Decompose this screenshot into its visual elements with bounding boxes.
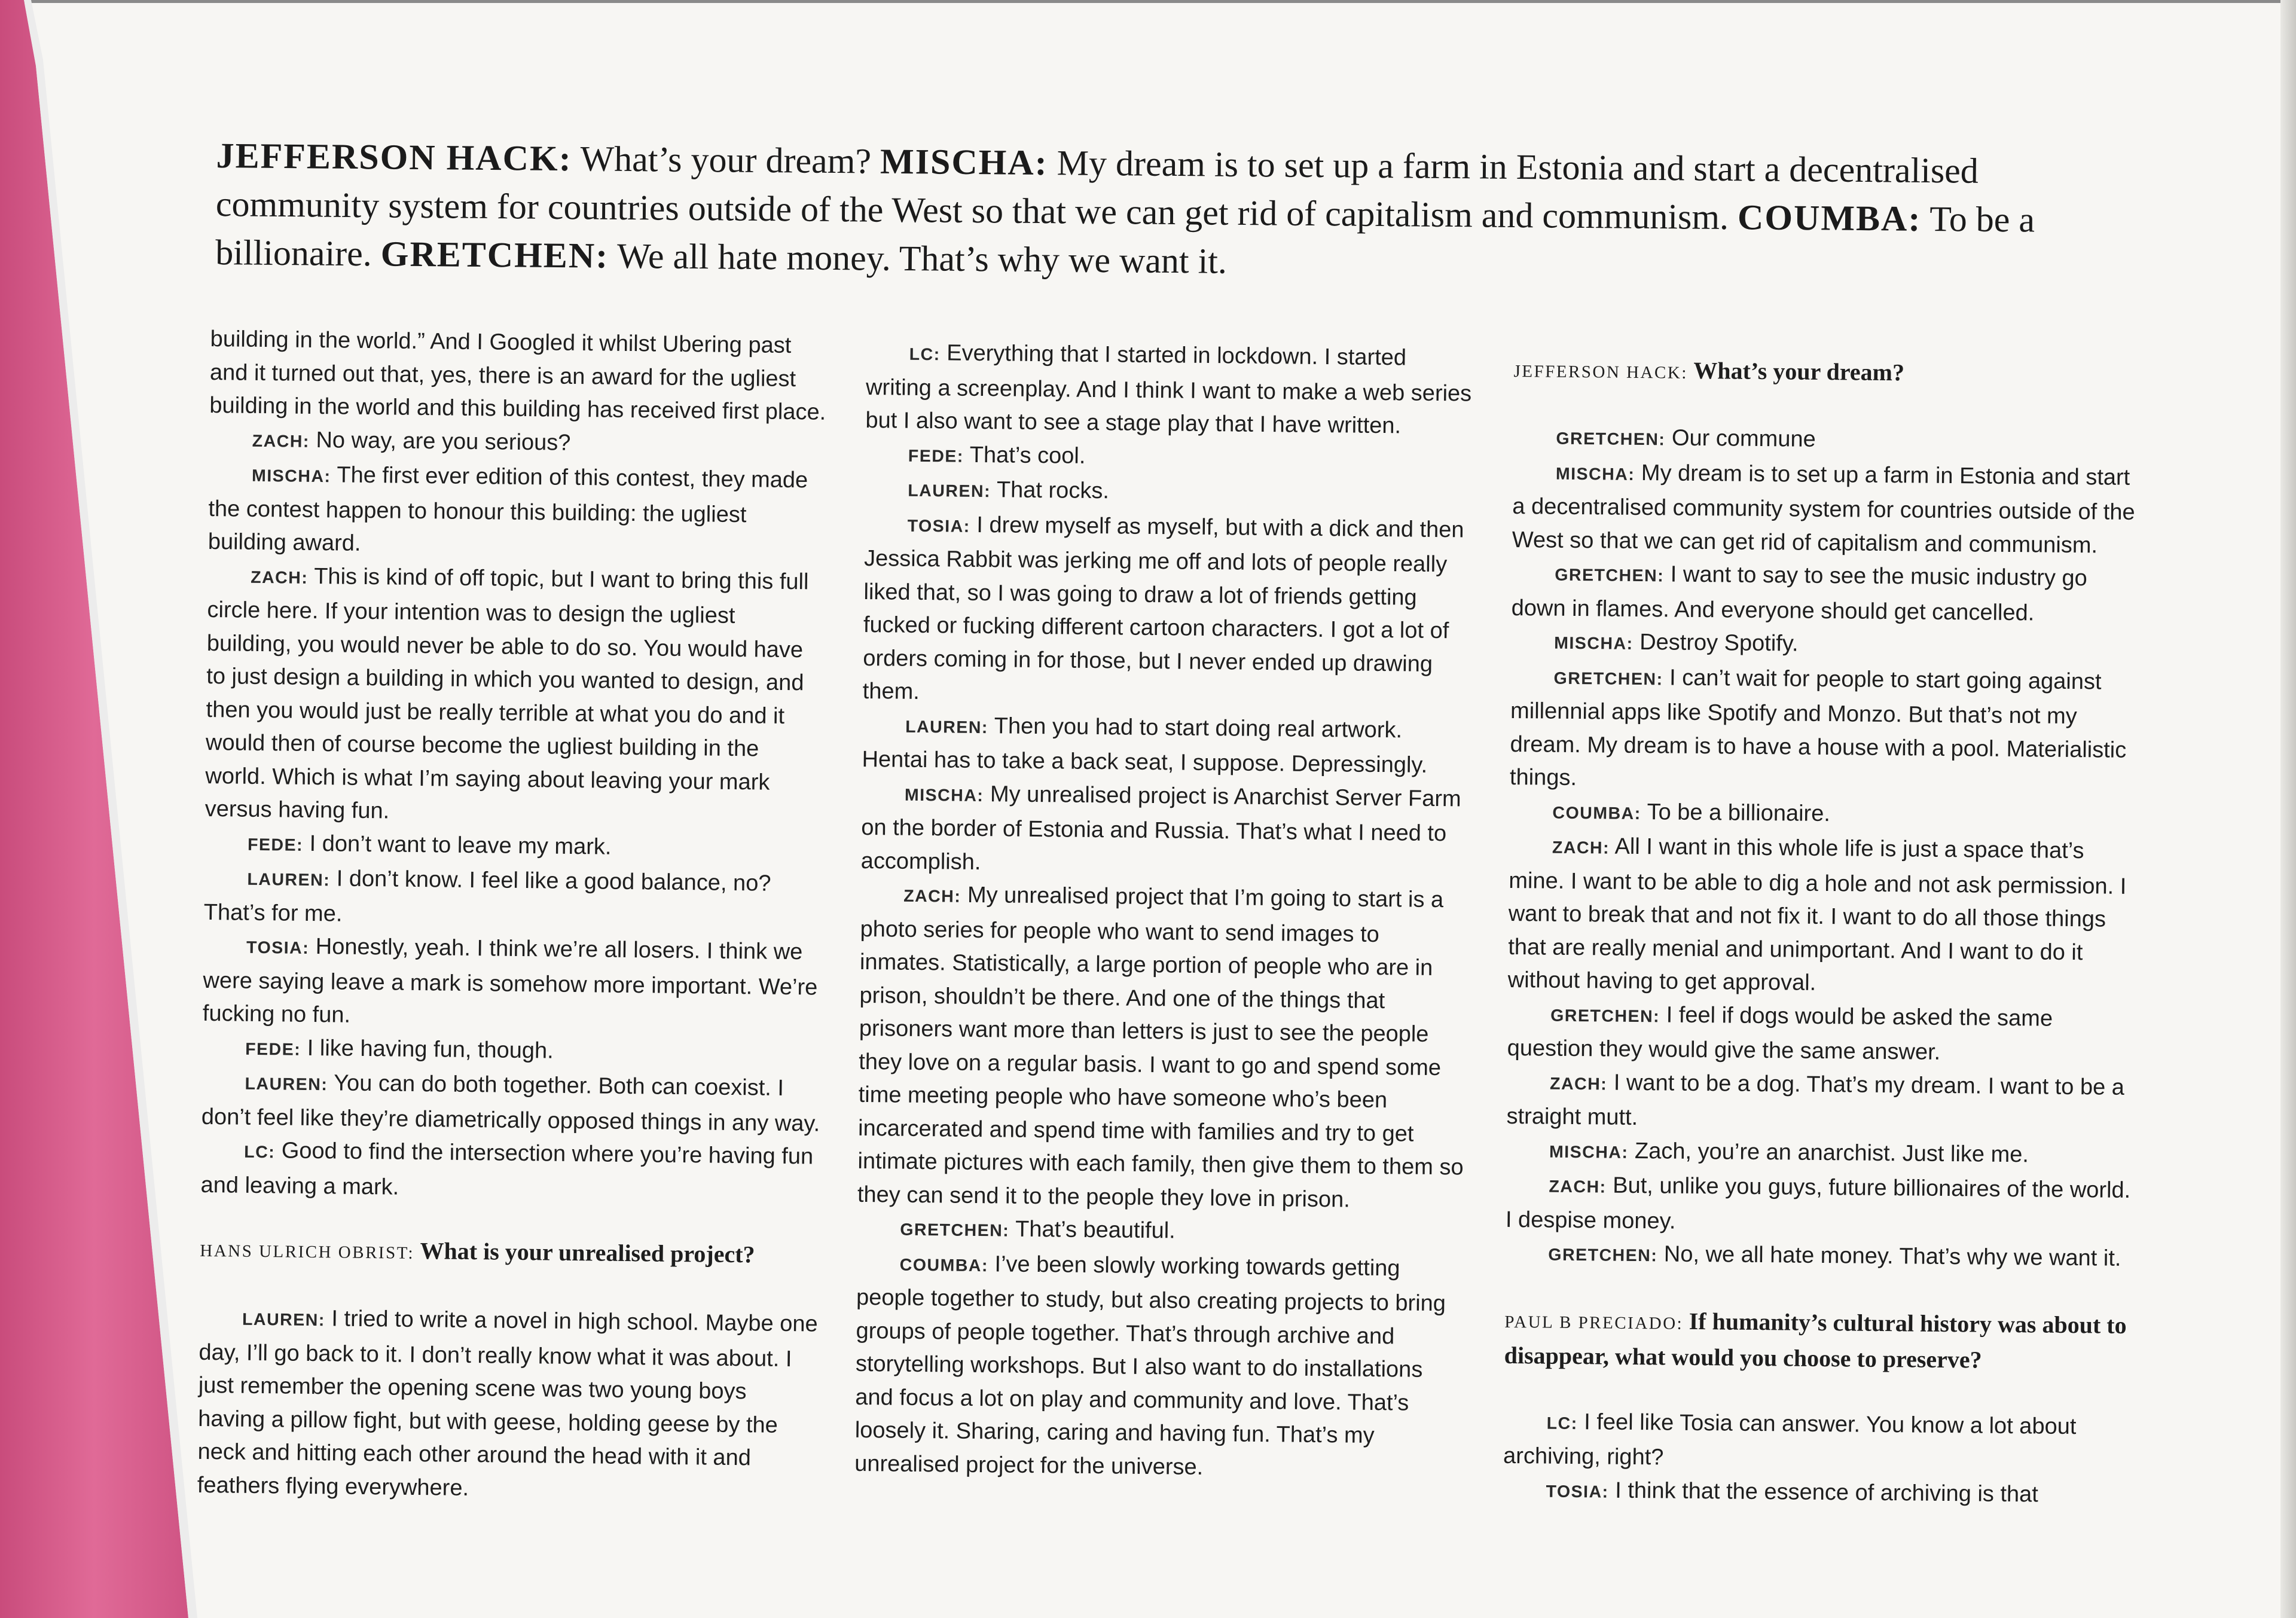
dialogue-turn	[204, 558, 826, 833]
dialogue-turn	[862, 507, 1474, 715]
turn-text: That rocks.	[996, 477, 1110, 504]
speaker-label: GRETCHEN:	[900, 1220, 1010, 1241]
pull-quote	[215, 132, 2118, 294]
pink-ribbon	[0, 0, 197, 1618]
turn-text: Everything that I started in lockdown. I started writing a screenplay. And I think I want to make a web series but I also want to see a stage play that I have written.	[865, 340, 1472, 439]
speaker-label: LC:	[909, 344, 941, 365]
speaker-label: GRETCHEN:	[1550, 1006, 1660, 1026]
dialogue-turn	[1506, 1168, 2134, 1242]
speaker-label: ZACH:	[252, 431, 310, 451]
turn-text: I can’t wait for people to start going against millennial apps like Spotify and Monzo. But that’s not my dream. My dream is to have a house with a pool. Materialistic things.	[1509, 665, 2127, 791]
speaker-label: LC:	[244, 1142, 276, 1162]
page-edge	[2280, 0, 2296, 1618]
dialogue-turn	[1503, 1405, 2132, 1479]
speaker-label: ZACH:	[1549, 1074, 1608, 1094]
dialogue-turn	[1505, 1237, 2133, 1278]
question-text: What is your unrealised project?	[420, 1237, 755, 1268]
turn-text: This is kind of off topic, but I want to bring this full circle here. If your intention was to design the ugliest building, you would never be able to do so. You would have to just design a building in which you wanted to design, and then you would just be really terrible at what you do and it would then of course become the ugliest building in the world. Which is what I’m saying about leaving your mark versus having fun.	[204, 563, 809, 824]
pq-speaker: MISCHA:	[880, 141, 1048, 183]
dialogue-turn	[1511, 625, 2139, 666]
turn-text: Zach, you’re an anarchist. Just like me.	[1634, 1138, 2029, 1167]
turn-text: Honestly, yeah. I think we’re all losers. I think we were saying leave a mark is somehow more important. We’re fucking no fun.	[202, 934, 818, 1028]
dialogue-turn	[862, 708, 1472, 783]
turn-text: My dream is to set up a farm in Estonia and start a decentralised community system for countries outside of the West so that we can get rid of capitalism and communism.	[1512, 460, 2135, 558]
column-3	[1503, 344, 2142, 1514]
question-text: What’s your dream?	[1693, 356, 1905, 386]
speaker-label: ZACH:	[1552, 838, 1610, 858]
top-border	[0, 0, 2296, 3]
speaker-label: GRETCHEN:	[1555, 565, 1665, 586]
turn-text: Good to find the intersection where you’re having fun and leaving a mark.	[200, 1138, 814, 1200]
dialogue-turn	[861, 776, 1472, 884]
turn-text: The first ever edition of this contest, they made the contest happen to honour this building: the ugliest building award.	[207, 462, 808, 556]
speaker-label: GRETCHEN:	[1553, 668, 1663, 689]
dialogue-turn	[865, 437, 1476, 478]
paragraph: building in the world.” And I Googled it whilst Ubering past and it turned out that, yes, there is an award for the ugliest building in the world and this building has received first place.	[209, 326, 826, 425]
pq-speaker: JEFFERSON HACK:	[216, 135, 572, 179]
speaker-label: MISCHA:	[1549, 1142, 1629, 1162]
speaker-label: ZACH:	[1549, 1177, 1607, 1197]
interview-question	[200, 1232, 819, 1275]
dialogue-turn	[857, 1211, 1467, 1253]
dialogue-turn	[208, 457, 828, 566]
turn-text: Then you had to start doing real artwork. Hentai has to take a back seat, I suppose. Depressingly.	[862, 713, 1428, 778]
dialogue-turn	[1508, 829, 2138, 1003]
pq-text: We all hate money. That’s why we want it.	[616, 236, 1228, 281]
dialogue-turn	[1509, 794, 2138, 835]
dialogue-turn	[1506, 1065, 2135, 1139]
column-2	[854, 336, 1476, 1487]
speaker-label: LAUREN:	[242, 1309, 326, 1330]
speaker-label: LAUREN:	[905, 717, 989, 737]
interview-question	[1504, 1302, 2132, 1378]
question-speaker: HANS ULRICH OBRIST:	[200, 1241, 415, 1263]
dialogue-turn	[1513, 420, 2141, 462]
dialogue-turn	[203, 861, 823, 936]
dialogue-turn	[1506, 1133, 2135, 1174]
turn-text: Destroy Spotify.	[1639, 630, 1799, 657]
speaker-label: TOSIA:	[1546, 1482, 1609, 1502]
pq-text: My dream is to set up a farm in Estonia and start a decentralised community system for countries outside of the West so that we can get rid of capitalism and communism.	[215, 143, 1979, 237]
question-speaker: PAUL B PRECIADO:	[1504, 1312, 1684, 1333]
turn-text: That’s cool.	[969, 442, 1086, 469]
turn-text: All I want in this whole life is just a space that’s mine. I want to be able to dig a hole and not ask permission. I want to break that and not fix it. I want to do all those things that are really menial and unimportant. And I want to do it without having to get approval.	[1507, 834, 2127, 996]
dialogue-turn	[1512, 455, 2141, 563]
speaker-label: TOSIA:	[246, 938, 310, 958]
question-text: If humanity’s cultural history was about to disappear, what would you choose to preserve?	[1504, 1307, 2127, 1373]
turn-text: I like having fun, though.	[307, 1035, 554, 1064]
turn-text: I don’t know. I feel like a good balance, no? That’s for me.	[203, 866, 771, 927]
speaker-label: COUMBA:	[899, 1255, 989, 1275]
dialogue-turn	[1507, 997, 2135, 1071]
turn-text: No way, are you serious?	[316, 427, 571, 456]
turn-text: I don’t want to leave my mark.	[309, 831, 612, 860]
speaker-label: FEDE:	[908, 446, 964, 466]
turn-text: I’ve been slowly working towards getting people together to study, but also creating projects to bring groups of people together. That’s through archive and storytelling workshops. But I also want to do installations and focus a lot on play and community and love. That’s loosely it. Sharing, caring and having fun. That’s my unrealised project for the universe.	[854, 1251, 1446, 1480]
speaker-label: ZACH:	[903, 886, 961, 906]
pq-text: To be a billionaire.	[215, 199, 2035, 274]
dialogue-turn	[854, 1246, 1467, 1486]
turn-text: I think that the essence of archiving is that	[1615, 1477, 2039, 1507]
speaker-label: GRETCHEN:	[1548, 1245, 1658, 1266]
speaker-label: LAUREN:	[247, 869, 331, 890]
turn-text: I want to say to see the music industry go down in flames. And everyone should get cancelled.	[1511, 561, 2087, 625]
pq-text: What’s your dream?	[580, 139, 872, 181]
turn-text: I tried to write a novel in high school. Maybe one day, I’ll go back to it. I don’t really know what it was about. I just remember the opening scene was two young boys having a pillow fight, but with geese, holding geese by the neck and hitting each other around the head with it and feathers flying everywhere.	[197, 1306, 818, 1501]
turn-text: But, unlike you guys, future billionaires of the world. I despise money.	[1505, 1173, 2131, 1234]
speaker-label: LAUREN:	[908, 481, 991, 502]
turn-text: I want to be a dog. That’s my dream. I want to be a straight mutt.	[1506, 1070, 2125, 1131]
dialogue-turn	[865, 472, 1475, 514]
dialogue-turn	[197, 1301, 819, 1509]
interview-question	[1513, 352, 2142, 394]
dialogue-turn	[857, 878, 1471, 1218]
dialogue-turn	[1511, 557, 2139, 631]
pq-speaker: GRETCHEN:	[380, 234, 609, 276]
turn-text: My unrealised project is Anarchist Server Farm on the border of Estonia and Russia. That’s what I need to accomplish.	[860, 781, 1461, 875]
turn-text: To be a billionaire.	[1647, 799, 1831, 826]
question-speaker: JEFFERSON HACK:	[1513, 361, 1689, 383]
speaker-label: MISCHA:	[1554, 633, 1634, 654]
speaker-label: LC:	[1546, 1414, 1578, 1433]
turn-text: No, we all hate money. That’s why we want it.	[1663, 1241, 2121, 1271]
speaker-label: FEDE:	[245, 1039, 301, 1060]
turn-text: My unrealised project that I’m going to start is a photo series for people who want to send images to inmates. Statistically, a large portion of people who are in prison, shouldn’t be there. And one of the things that prisoners want more than letters is just to see the people they love on a regular basis. I want to go and spend some time meeting people who have someone who’s been incarcerated and spend time with families and try to get intimate pictures with each family, then give them to them so they can send it to the people they love in prison.	[857, 882, 1464, 1213]
speaker-label: FEDE:	[247, 835, 304, 855]
turn-text: I feel like Tosia can answer. You know a lot about archiving, right?	[1503, 1409, 2077, 1470]
dialogue-turn	[865, 336, 1476, 444]
speaker-label: TOSIA:	[907, 516, 970, 536]
speaker-label: ZACH:	[250, 567, 309, 588]
speaker-label: MISCHA:	[251, 466, 331, 487]
turn-text: You can do both together. Both can coexist. I don’t feel like they’re diametrically opposed things in any way.	[201, 1070, 820, 1137]
turn-text: I feel if dogs would be asked the same question they would give the same answer.	[1507, 1002, 2053, 1065]
dialogue-turn	[200, 1134, 820, 1209]
turn-text: I drew myself as myself, but with a dick and then Jessica Rabbit was jerking me off and lots of people really liked that, so I was going to draw a lot of friends getting fucked or fucking different cartoon characters. I got a lot of orders coming in for those, but I never ended up drawing them.	[862, 512, 1464, 704]
speaker-label: MISCHA:	[904, 785, 984, 805]
column-1	[197, 323, 829, 1509]
dialogue-turn	[203, 929, 823, 1037]
turn-text: That’s beautiful.	[1015, 1216, 1176, 1244]
turn-text: Our commune	[1671, 425, 1816, 452]
ribbon-shape	[0, 0, 188, 1618]
dialogue-turn	[201, 1066, 821, 1141]
speaker-label: COUMBA:	[1552, 803, 1641, 823]
dialogue-turn	[1510, 660, 2139, 800]
speaker-label: GRETCHEN:	[1556, 429, 1666, 450]
speaker-label: MISCHA:	[1555, 464, 1635, 484]
speaker-label: LAUREN:	[245, 1074, 328, 1095]
dialogue-turn	[1503, 1473, 2131, 1514]
pq-speaker: COUMBA:	[1737, 197, 1922, 239]
